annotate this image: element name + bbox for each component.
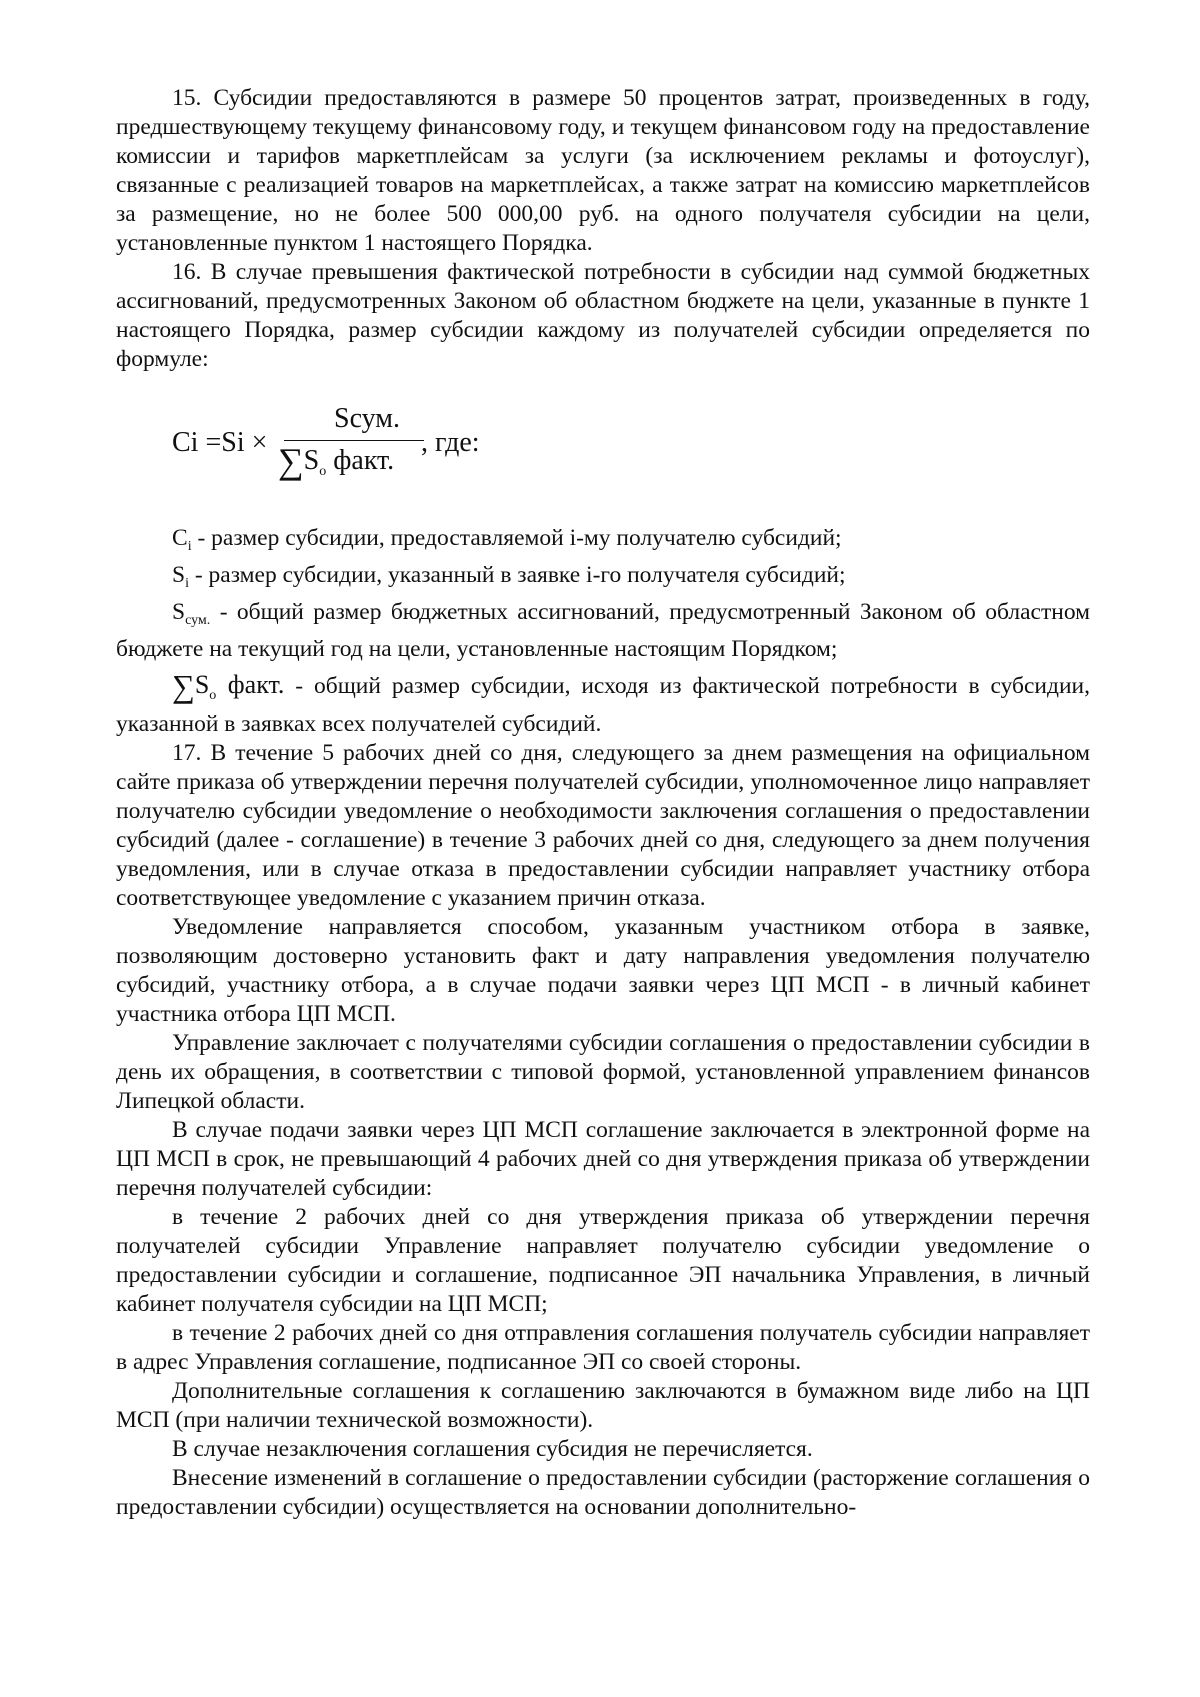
fraction-bar bbox=[284, 440, 424, 441]
def-symbol: C bbox=[172, 525, 188, 551]
sigma-symbol: ∑ bbox=[172, 668, 195, 704]
paragraph-no-agreement: В случае незаключения соглашения субсидия не перечисляется. bbox=[172, 1436, 813, 1462]
paragraph-additional: Дополнительные соглашения к соглашению заключаются в бумажном виде либо на ЦП МСП (при наличии технической возможности). bbox=[116, 1378, 1090, 1433]
formula-definitions bbox=[116, 524, 1090, 739]
def-text: - общий размер бюджетных ассигнований, предусмотренный Законом об областном бюджете на текущий год на цели, установленные настоящим Порядком; bbox=[116, 599, 1090, 662]
definition-ssum bbox=[116, 598, 1090, 664]
formula-tail: , где: bbox=[421, 427, 480, 458]
sum-expression bbox=[172, 668, 285, 704]
def-symbol: S bbox=[172, 562, 186, 588]
formula-lhs: Ci =Si × bbox=[172, 427, 268, 458]
def-subscript: i bbox=[185, 576, 189, 591]
paragraph-step-2: в течение 2 рабочих дней со дня отправления соглашения получатель субсидии направляет в адрес Управления соглашение, подписанное ЭП со своей стороны. bbox=[116, 1320, 1090, 1375]
document-page bbox=[116, 84, 1090, 1522]
definition-si bbox=[116, 561, 1090, 598]
denominator-fact: факт. bbox=[326, 445, 395, 476]
def-text: - размер субсидии, предоставляемой i-му получателю субсидий; bbox=[191, 525, 842, 551]
formula-numerator: Sсум. bbox=[334, 403, 400, 434]
paragraph-step-1: в течение 2 рабочих дней со дня утверждения приказа об утверждении перечня получателей субсидии Управление направляет получателю субсидии уведомление о предоставлении субсидии и соглашение, подписанное ЭП начальника Управления, в личный кабинет получателя субсидии на ЦП МСП; bbox=[116, 1204, 1090, 1317]
paragraph-17: 17. В течение 5 рабочих дней со дня, следующего за днем размещения на официальном сайте приказа об утверждении перечня получателей субсидии, уполномоченное лицо направляет получателю субсидии уведомление о необходимости заключения соглашения о предоставлении субсидий (далее - соглашение) в течение 3 рабочих дней со дня, следующего за днем получения уведомления, или в случае отказа в предоставлении субсидии направляет участнику отбора соответствующее уведомление с указанием причин отказа. bbox=[116, 740, 1090, 911]
denominator-s: S bbox=[303, 445, 320, 476]
definition-ci bbox=[116, 524, 1090, 561]
def-text: - размер субсидии, указанный в заявке i-го получателя субсидий; bbox=[188, 562, 846, 588]
sum-fact: факт. bbox=[216, 670, 285, 699]
subsidy-formula bbox=[116, 374, 1090, 524]
paragraph-agreement: Управление заключает с получателями субсидии соглашения о предоставлении субсидии в день их обращения, в соответствии с типовой формой, установленной управлением финансов Липецкой области. bbox=[116, 1030, 1090, 1114]
paragraph-15: 15. Субсидии предоставляются в размере 50 процентов затрат, произведенных в году, предшествующему текущему финансовому году, и текущем финансовом году на предоставление комиссии и тарифов маркетплейсам за услуги (за исключением рекламы и фотоуслуг), связанные с реализацией товаров на маркетплейсах, а также затрат на комиссию маркетплейсов за размещение, но не более 500 000,00 руб. на одного получателя субсидии на цели, установленные пунктом 1 настоящего Порядка. bbox=[116, 85, 1090, 256]
formula-denominator bbox=[278, 441, 395, 486]
paragraph-changes: Внесение изменений в соглашение о предоставлении субсидии (расторжение соглашения о предоставлении субсидии) осуществляется на основании дополнительно- bbox=[116, 1465, 1090, 1520]
paragraph-notification: Уведомление направляется способом, указанным участником отбора в заявке, позволяющим достоверно установить факт и дату направления уведомления получателю субсидий, участнику отбора, а в случае подачи заявки через ЦП МСП - в личный кабинет участника отбора ЦП МСП. bbox=[116, 914, 1090, 1027]
paragraph-electronic: В случае подачи заявки через ЦП МСП соглашение заключается в электронной форме на ЦП МСП в срок, не превышающий 4 рабочих дней со дня утверждения приказа об утверждении перечня получателей субсидии: bbox=[116, 1117, 1090, 1201]
sum-s: S bbox=[194, 670, 210, 699]
def-symbol: S bbox=[172, 599, 186, 625]
sigma-symbol: ∑ bbox=[278, 441, 304, 481]
sum-subscript: o bbox=[209, 688, 217, 703]
def-text: - общий размер субсидии, исходя из фактической потребности в субсидии, указанной в заявках всех получателей субсидий. bbox=[116, 673, 1090, 737]
denominator-subscript: o bbox=[319, 464, 327, 479]
definition-sum-fact bbox=[116, 670, 1090, 739]
def-subscript: i bbox=[187, 539, 192, 554]
def-subscript: сум. bbox=[185, 613, 211, 628]
paragraph-16: 16. В случае превышения фактической потребности в субсидии над суммой бюджетных ассигнований, предусмотренных Законом об областном бюджете на цели, указанные в пункте 1 настоящего Порядка, размер субсидии каждому из получателей субсидии определяется по формуле: bbox=[116, 259, 1090, 372]
